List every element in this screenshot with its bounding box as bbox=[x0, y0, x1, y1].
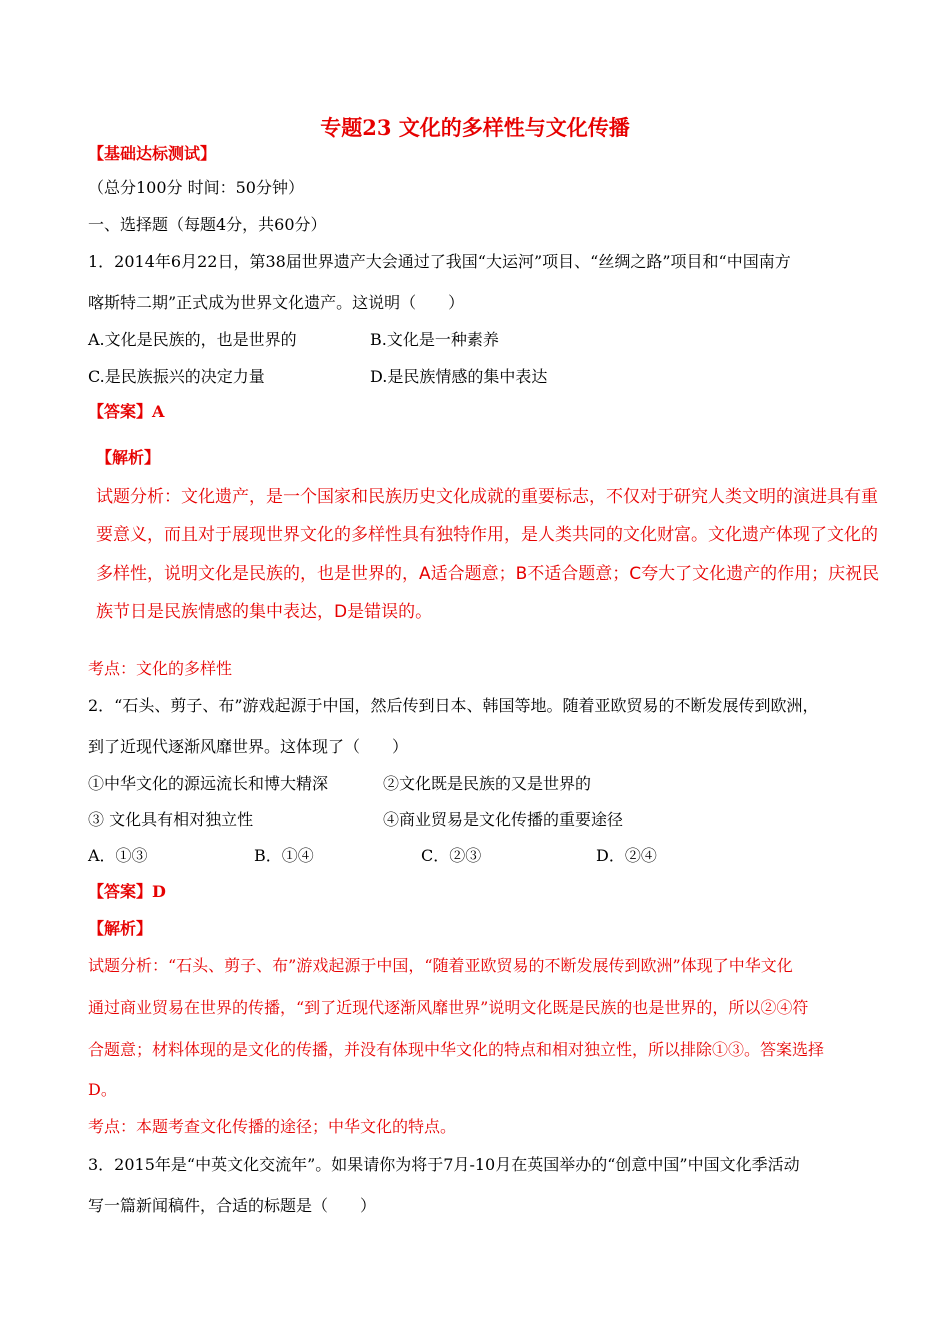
q2-statement-3: ③ 文化具有相对独立性 bbox=[88, 810, 254, 829]
q2-option-d: D．②④ bbox=[596, 846, 657, 865]
q1-knowledge-point: 考点：文化的多样性 bbox=[88, 659, 233, 678]
q2-knowledge-point: 考点：本题考查文化传播的途径；中华文化的特点。 bbox=[88, 1117, 457, 1136]
q2-statement-4: ④商业贸易是文化传播的重要途径 bbox=[383, 810, 624, 829]
q2-analysis-line: 试题分析：“石头、剪子、布”游戏起源于中国，“随着亚欧贸易的不断发展传到欧洲”体现了中华文化 bbox=[88, 956, 793, 975]
q1-option-a: A.文化是民族的，也是世界的 bbox=[88, 330, 297, 349]
q2-option-a: A．①③ bbox=[88, 846, 148, 865]
exam-meta: （总分100分 时间：50分钟） bbox=[88, 178, 304, 197]
q2-analysis-label: 【解析】 bbox=[88, 919, 153, 938]
q2-answer: 【答案】D bbox=[88, 882, 166, 901]
q2-analysis-line: 通过商业贸易在世界的传播，“到了近现代逐渐风靡世界”说明文化既是民族的也是世界的，所以②④符 bbox=[88, 998, 809, 1017]
q3-stem-line1: 3．2015年是“中英文化交流年”。如果请你为将于7月-10月在英国举办的“创意中国”中国文化季活动 bbox=[88, 1155, 800, 1174]
q2-option-c: C．②③ bbox=[421, 846, 482, 865]
document-title: 专题23 文化的多样性与文化传播 bbox=[320, 115, 630, 140]
q1-option-b: B.文化是一种素养 bbox=[370, 330, 499, 349]
q2-statement-2: ②文化既是民族的又是世界的 bbox=[383, 774, 592, 793]
q1-analysis-line: 试题分析：文化遗产，是一个国家和民族历史文化成就的重要标志，不仅对于研究人类文明的演进具有重 bbox=[96, 487, 878, 507]
q1-stem-line2: 喀斯特二期”正式成为世界文化遗产。这说明（ ） bbox=[88, 293, 465, 312]
q1-analysis-line: 多样性，说明文化是民族的，也是世界的，A适合题意；B不适合题意；C夸大了文化遗产的作用；庆祝民 bbox=[96, 564, 880, 584]
q1-answer: 【答案】A bbox=[88, 402, 165, 421]
q1-option-c: C.是民族振兴的决定力量 bbox=[88, 367, 265, 386]
q2-stem-line2: 到了近现代逐渐风靡世界。这体现了（ ） bbox=[88, 737, 409, 756]
section-tag: 【基础达标测试】 bbox=[88, 144, 217, 163]
q1-stem-line1: 1．2014年6月22日，第38届世界遗产大会通过了我国“大运河”项目、“丝绸之路”项目和“中国南方 bbox=[88, 252, 791, 271]
q2-analysis-line: 合题意；材料体现的是文化的传播，并没有体现中华文化的特点和相对独立性，所以排除①③。答案选择 bbox=[88, 1040, 825, 1059]
q1-analysis-label: 【解析】 bbox=[96, 448, 161, 467]
part-heading: 一、选择题（每题4分，共60分） bbox=[88, 215, 327, 234]
q2-option-b: B．①④ bbox=[254, 846, 314, 865]
q1-analysis-line: 族节日是民族情感的集中表达，D是错误的。 bbox=[96, 602, 433, 622]
q2-stem-line1: 2．“石头、剪子、布”游戏起源于中国，然后传到日本、韩国等地。随着亚欧贸易的不断发展传到欧洲， bbox=[88, 696, 819, 715]
q3-stem-line2: 写一篇新闻稿件，合适的标题是（ ） bbox=[88, 1196, 377, 1215]
q1-option-d: D.是民族情感的集中表达 bbox=[370, 367, 548, 386]
q2-statement-1: ①中华文化的源远流长和博大精深 bbox=[88, 774, 329, 793]
q1-analysis-line: 要意义，而且对于展现世界文化的多样性具有独特作用，是人类共同的文化财富。文化遗产体现了文化的 bbox=[96, 525, 878, 545]
q2-analysis-line: D。 bbox=[88, 1080, 117, 1099]
